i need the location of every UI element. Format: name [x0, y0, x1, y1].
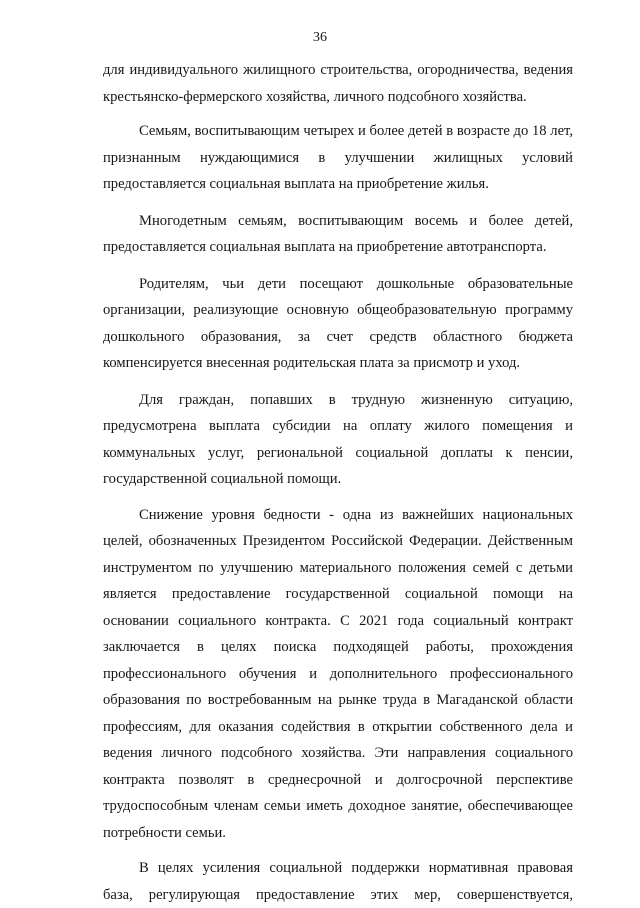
document-body — [103, 57, 573, 908]
paragraph-continuation: для индивидуального жилищного строительства, огородничества, ведения крестьянско-фермерского хозяйства, личного подсобного хозяйства. — [103, 62, 573, 105]
paragraph-housing-payment: Семьям, воспитывающим четырех и более детей в возрасте до 18 лет, признанным нуждающимися в улучшении жилищных условий предоставляется социальная выплата на приобретение жилья. — [103, 123, 573, 192]
paragraph-transport-payment: Многодетным семьям, воспитывающим восемь и более детей, предоставляется социальная выплата на приобретение автотранспорта. — [103, 212, 573, 255]
paragraph-poverty-reduction: Снижение уровня бедности - одна из важнейших национальных целей, обозначенных Президентом Российской Федерации. Действенным инструментом по улучшению материального положения семей с детьми является предоставление государственной социальной помощи на основании социального контракта. С 2021 года социальный контракт заключается в целях поиска подходящей работы, прохождения профессионального обучения и дополнительного профессионального образования по востребованным на рынке труда в Магаданской области профессиям, для оказания содействия в открытии собственного дела и ведения личного подсобного хозяйства. Эти направления социального контракта позволят в среднесрочной и долгосрочной перспективе трудоспособным членам семьи иметь доходное занятие, обеспечивающее потребности семьи. — [103, 506, 573, 841]
paragraph-hardship-subsidy: Для граждан, попавших в трудную жизненную ситуацию, предусмотрена выплата субсидии на оплату жилого помещения и коммунальных услуг, региональной социальной доплаты к пенсии, государственной социальной помощи. — [103, 391, 573, 487]
page-number: 36 — [313, 30, 327, 45]
paragraph-legal-base: В целях усиления социальной поддержки нормативная правовая база, регулирующая предоставление этих мер, совершенствуется, — [103, 860, 573, 903]
paragraph-preschool-compensation: Родителям, чьи дети посещают дошкольные образовательные организации, реализующие основную общеобразовательную программу дошкольного образования, за счет средств областного бюджета компенсируется внесенная родительская плата за присмотр и уход. — [103, 275, 573, 371]
